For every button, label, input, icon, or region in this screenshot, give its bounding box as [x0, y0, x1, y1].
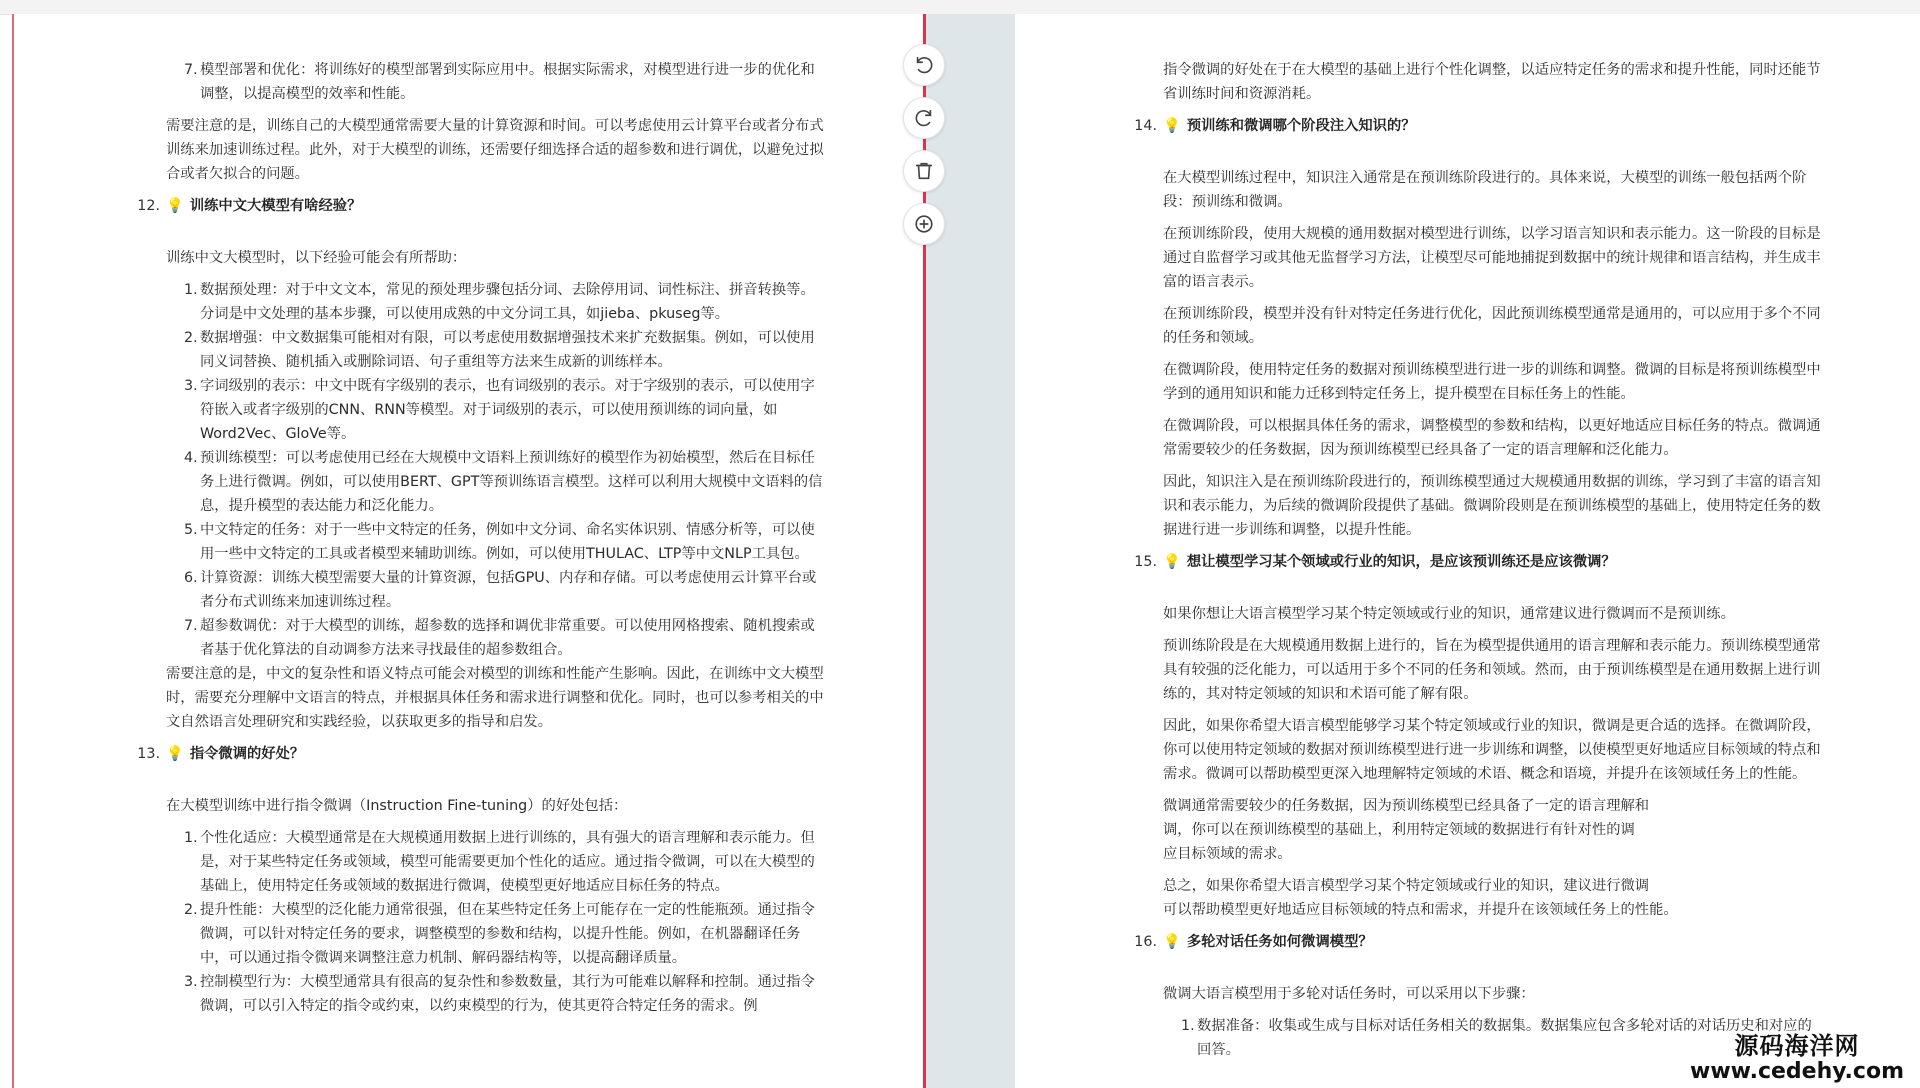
list-item-number: 1. [1181, 1018, 1195, 1034]
question-number: 13. [137, 746, 160, 762]
lightbulb-icon: 💡 [166, 198, 184, 214]
list-item-number: 5. [184, 522, 198, 538]
paragraph: 预训练阶段是在大规模通用数据上进行的，旨在为模型提供通用的语言理解和表示能力。预训练模型通常具有较强的泛化能力，可以适用于多个不同的任务和领域。然而，由于预训练模型是在通用数据上进行训练的，其对特定领域的知识和术语可能了解有限。 [1163, 638, 1821, 702]
question-title: 训练中文大模型有啥经验？ [189, 198, 362, 214]
list-item-number: 3. [184, 974, 198, 990]
list-item [166, 58, 826, 106]
list-item-text: 数据预处理：对于中文文本，常见的预处理步骤包括分词、去除停用词、词性标注、拼音转换等。分词是中文处理的基本步骤，可以使用成熟的中文分词工具，如jieba、pkuseg等。 [200, 282, 815, 322]
list-item-number: 1. [184, 282, 198, 298]
paragraph-line: 微调通常需要较少的任务数据，因为预训练模型已经具备了一定的语言理解和 [1163, 798, 1650, 814]
list-item [166, 614, 826, 662]
watermark-title: 源码海洋网 [1734, 1032, 1860, 1060]
list-item [166, 970, 826, 1018]
list-item-text: 数据准备：收集或生成与目标对话任务相关的数据集。数据集应包含多轮对话的对话历史和对应的回答。 [1197, 1018, 1812, 1058]
paragraph-line: 可以帮助模型更好地适应目标领域的特点和需求，并提升在该领域任务上的性能。 [1163, 902, 1678, 918]
right-page-content [1134, 58, 1823, 1062]
paragraph [1163, 874, 1823, 922]
paragraph: 训练中文大模型时，以下经验可能会有所帮助： [166, 250, 467, 266]
paragraph: 在大模型训练中进行指令微调（Instruction Fine-tuning）的好处包括： [166, 798, 628, 814]
list-item-number: 2. [184, 330, 198, 346]
lightbulb-icon: 💡 [166, 746, 184, 762]
paragraph: 在微调阶段，使用特定任务的数据对预训练模型进行进一步的训练和调整。微调的目标是将预训练模型中学到的通用知识和能力迁移到特定任务上，提升模型在目标任务上的性能。 [1163, 362, 1821, 402]
list-item-number: 2. [184, 902, 198, 918]
paragraph-line: 调，你可以在预训练模型的基础上，利用特定领域的数据进行有针对性的调 [1163, 822, 1635, 838]
lightbulb-icon: 💡 [1163, 118, 1181, 134]
list-item-text: 模型部署和优化：将训练好的模型部署到实际应用中。根据实际需求，对模型进行进一步的优化和调整，以提高模型的效率和性能。 [200, 62, 815, 102]
paragraph-line: 总之，如果你希望大语言模型学习某个特定领域或行业的知识，建议进行微调 [1163, 878, 1650, 894]
list-item [166, 898, 826, 970]
floating-toolbar [902, 44, 946, 245]
list-item-text: 预训练模型：可以考虑使用已经在大规模中文语料上预训练好的模型作为初始模型，然后在目标任务上进行微调。例如，可以使用BERT、GPT等预训练语言模型。这样可以利用大规模中文语料的信息，提升模型的表达能力和泛化能力。 [200, 450, 823, 514]
question-title: 想让模型学习某个领域或行业的知识，是应该预训练还是应该微调？ [1186, 554, 1616, 570]
list-item-number: 4. [184, 450, 198, 466]
list-item-number: 3. [184, 378, 198, 394]
paragraph: 需要注意的是，训练自己的大模型通常需要大量的计算资源和时间。可以考虑使用云计算平台或者分布式训练来加速训练过程。此外，对于大模型的训练，还需要仔细选择合适的超参数和进行调优，以避免过拟合或者欠拟合的问题。 [166, 118, 824, 182]
paragraph-line: 应目标领域的需求。 [1163, 846, 1292, 862]
paragraph: 因此，如果你希望大语言模型能够学习某个特定领域或行业的知识，微调是更合适的选择。在微调阶段，你可以使用特定领域的数据对预训练模型进行进一步训练和调整，以使模型更好地适应目标领域的特点和需求。微调可以帮助模型更深入地理解特定领域的术语、概念和语境，并提升在该领域任务上的性能。 [1163, 718, 1821, 782]
question-number: 14. [1134, 118, 1157, 134]
paragraph: 需要注意的是，中文的复杂性和语义特点可能会对模型的训练和性能产生影响。因此，在训练中文大模型时，需要充分理解中文语言的特点，并根据具体任务和需求进行调整和优化。同时，也可以参考相关的中文自然语言处理研究和实践经验，以获取更多的指导和启发。 [166, 666, 824, 730]
paragraph: 指令微调的好处在于在大模型的基础上进行个性化调整，以适应特定任务的需求和提升性能，同时还能节省训练时间和资源消耗。 [1163, 62, 1821, 102]
question-heading-14 [1134, 114, 1823, 138]
add-icon [913, 213, 935, 235]
left-page-content [137, 58, 826, 1018]
paragraph: 微调大语言模型用于多轮对话任务时，可以采用以下步骤： [1163, 986, 1535, 1002]
undo-icon [913, 54, 935, 76]
add-button[interactable] [903, 203, 945, 245]
watermark-url: www.cedehy.com [1690, 1059, 1904, 1084]
paragraph [1163, 794, 1823, 866]
lightbulb-icon: 💡 [1163, 934, 1181, 950]
question-heading-16 [1134, 930, 1823, 954]
question-number: 12. [137, 198, 160, 214]
redo-icon [913, 107, 935, 129]
q12-list [166, 278, 826, 662]
list-item-text: 中文特定的任务：对于一些中文特定的任务，例如中文分词、命名实体识别、情感分析等，可以使用一些中文特定的工具或者模型来辅助训练。例如，可以使用THULAC、LTP等中文NLP工具包。 [200, 522, 815, 562]
list-item [166, 326, 826, 374]
question-number: 15. [1134, 554, 1157, 570]
list-item-number: 7. [184, 618, 198, 634]
site-watermark [1690, 1032, 1904, 1084]
lightbulb-icon: 💡 [1163, 554, 1181, 570]
list-item-text: 控制模型行为：大模型通常具有很高的复杂性和参数数量，其行为可能难以解释和控制。通过指令微调，可以引入特定的指令或约束，以约束模型的行为，使其更符合特定任务的需求。例 [200, 974, 815, 1014]
paragraph: 因此，知识注入是在预训练阶段进行的，预训练模型通过大规模通用数据的训练，学习到了丰富的语言知识和表示能力，为后续的微调阶段提供了基础。微调阶段则是在预训练模型的基础上，使用特定任务的数据进行进一步训练和调整，以提升性能。 [1163, 474, 1821, 538]
question-heading-15 [1134, 550, 1823, 574]
paragraph: 在微调阶段，可以根据具体任务的需求，调整模型的参数和结构，以更好地适应目标任务的特点。微调通常需要较少的任务数据，因为预训练模型已经具备了一定的语言理解和泛化能力。 [1163, 418, 1821, 458]
question-heading-12 [137, 194, 826, 218]
right-page [1015, 14, 1920, 1088]
list-item-text: 字词级别的表示：中文中既有字级别的表示，也有词级别的表示。对于字级别的表示，可以使用字符嵌入或者字级别的CNN、RNN等模型。对于词级别的表示，可以使用预训练的词向量，如Word2Vec、GloVe等。 [200, 378, 815, 442]
delete-button[interactable] [903, 150, 945, 192]
list-item [166, 518, 826, 566]
question-number: 16. [1134, 934, 1157, 950]
trash-icon [913, 160, 935, 182]
paragraph: 如果你想让大语言模型学习某个特定领域或行业的知识，通常建议进行微调而不是预训练。 [1163, 606, 1735, 622]
left-page [14, 14, 923, 1088]
list-item-number: 1. [184, 830, 198, 846]
list-item-number: 6. [184, 570, 198, 586]
list-item-text: 个性化适应：大模型通常是在大规模通用数据上进行训练的，具有强大的语言理解和表示能力。但是，对于某些特定任务或领域，模型可能需要更加个性化的适应。通过指令微调，可以在大模型的基础上，使用特定任务或领域的数据进行微调，使模型更好地适应目标任务的特点。 [200, 830, 815, 894]
list-item [166, 278, 826, 326]
list-item-text: 计算资源：训练大模型需要大量的计算资源，包括GPU、内存和存储。可以考虑使用云计算平台或者分布式训练来加速训练过程。 [200, 570, 817, 610]
paragraph: 在预训练阶段，模型并没有针对特定任务进行优化，因此预训练模型通常是通用的，可以应用于多个不同的任务和领域。 [1163, 306, 1821, 346]
list-item [166, 446, 826, 518]
list-item-text: 超参数调优：对于大模型的训练，超参数的选择和调优非常重要。可以使用网格搜索、随机搜索或者基于优化算法的自动调参方法来寻找最佳的超参数组合。 [200, 618, 815, 658]
list-item-number: 7. [184, 62, 198, 78]
list-item [166, 566, 826, 614]
paragraph: 在大模型训练过程中，知识注入通常是在预训练阶段进行的。具体来说，大模型的训练一般包括两个阶段：预训练和微调。 [1163, 170, 1807, 210]
paragraph: 在预训练阶段，使用大规模的通用数据对模型进行训练，以学习语言知识和表示能力。这一阶段的目标是通过自监督学习或其他无监督学习方法，让模型尽可能地捕捉到数据中的统计规律和语言结构，并生成丰富的语言表示。 [1163, 226, 1821, 290]
question-title: 预训练和微调哪个阶段注入知识的？ [1186, 118, 1416, 134]
list-item [166, 374, 826, 446]
question-title: 多轮对话任务如何微调模型？ [1186, 934, 1373, 950]
question-heading-13 [137, 742, 826, 766]
question-title: 指令微调的好处？ [189, 746, 305, 762]
list-item-text: 数据增强：中文数据集可能相对有限，可以考虑使用数据增强技术来扩充数据集。例如，可以使用同义词替换、随机插入或删除词语、句子重组等方法来生成新的训练样本。 [200, 330, 815, 370]
list-item-text: 提升性能：大模型的泛化能力通常很强，但在某些特定任务上可能存在一定的性能瓶颈。通过指令微调，可以针对特定任务的要求，调整模型的参数和结构，以提升性能。例如，在机器翻译任务中，可以通过指令微调来调整注意力机制、解码器结构等，以提高翻译质量。 [200, 902, 815, 966]
undo-button[interactable] [903, 44, 945, 86]
q13-list [166, 826, 826, 1018]
redo-button[interactable] [903, 97, 945, 139]
top-bar [0, 0, 1920, 15]
list-item [166, 826, 826, 898]
